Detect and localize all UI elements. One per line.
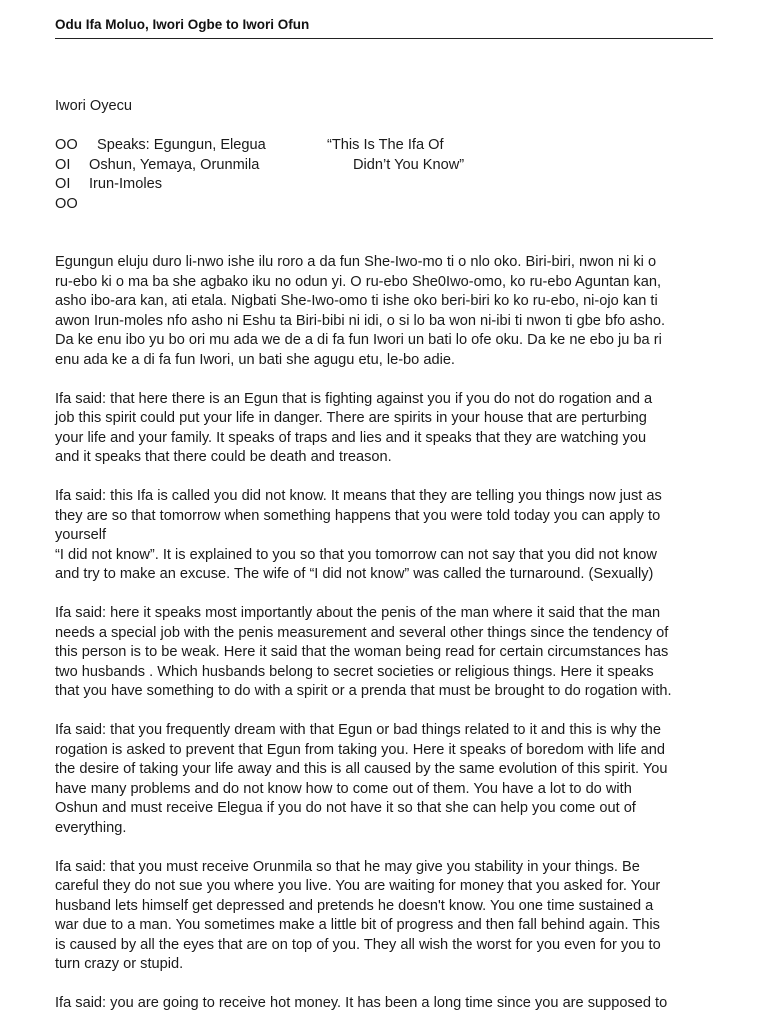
paragraph xyxy=(55,721,715,838)
paragraph-line: your life and your family. It speaks of traps and lies and it speaks that they are watching you xyxy=(55,429,647,446)
paragraph-line: that you have something to do with a spirit or a prenda that must be brought to do rogation with. xyxy=(55,683,672,699)
paragraph-line: husband lets himself get depressed and pretends he doesn't know. You one time sustained a xyxy=(55,897,654,914)
quote-line-2: Didn’t You Know” xyxy=(353,156,465,173)
paragraph-line: Ifa said: that you frequently dream with that Egun or bad things related to it and this is why the xyxy=(55,722,661,738)
paragraph-line: job this spirit could put your life in danger. There are spirits in your house that are perturbing xyxy=(55,410,647,426)
paragraph-line: have many problems and do not know how to come out of them. You have a lot to do with xyxy=(55,780,632,797)
paragraph-line: Oshun and must receive Elegua if you do not have it so that she can help you come out of xyxy=(55,800,636,816)
paragraph xyxy=(55,994,715,1014)
paragraph-line: turn crazy or stupid. xyxy=(55,956,184,972)
paragraph-line: Ifa said: you are going to receive hot money. It has been a long time since you are supposed to xyxy=(55,995,668,1011)
paragraph-line: yourself xyxy=(55,527,107,543)
odu-marks-block xyxy=(55,136,715,253)
quote-line-1: “This Is The Ifa Of xyxy=(327,137,444,153)
mark-text: Irun-Imoles xyxy=(89,176,162,192)
paragraph-line: Ifa said: this Ifa is called you did not know. It means that they are telling you things now just as xyxy=(55,488,662,504)
document-body xyxy=(55,97,715,1033)
paragraph xyxy=(55,390,715,468)
paragraph-line: asho ibo-ara kan, ati etala. Nigbati She-Iwo-omo ti ishe oko beri-biri ko ko ru-ebo, ni-ojo kan ti xyxy=(55,293,658,309)
paragraph-line: Egungun eluju duro li-nwo ishe ilu roro a da fun She-Iwo-mo ti o nlo oko. Biri-biri, nwon ni ki o xyxy=(55,254,657,270)
paragraph-line: “I did not know”. It is explained to you so that you tomorrow can not say that you did not know xyxy=(55,546,657,563)
mark-text: Oshun, Yemaya, Orunmila xyxy=(89,156,260,173)
paragraph-line: enu ada ke a di fa fun Iwori, un bati she agugu etu, le-bo adie. xyxy=(55,351,455,368)
paragraph-line: Ifa said: that you must receive Orunmila so that he may give you stability in your things. Be xyxy=(55,858,640,875)
mark-row xyxy=(55,156,259,176)
mark-row xyxy=(55,136,266,156)
paragraph-line: ru-ebo ki o ma ba she agbako iku no odun yi. O ru-ebo She0Iwo-omo, ko ru-ebo Aguntan kan, xyxy=(55,273,662,290)
paragraph-line: war due to a man. You sometimes make a little bit of progress and then fall behind again. This xyxy=(55,917,660,933)
odu-mark: OI xyxy=(55,176,71,192)
mark-row xyxy=(55,195,89,215)
paragraph-line: this person is to be weak. Here it said that the woman being read for certain circumstances has xyxy=(55,644,669,660)
paragraph-line: awon Irun-moles nfo asho ni Eshu ta Biri-bibi ni idi, o si lo ba won ni-ibi ti nwon ti gbe bfo asho. xyxy=(55,312,666,329)
paragraph-line: is caused by all the eyes that are on top of you. They all wish the worst for you even for you to xyxy=(55,936,661,953)
paragraph-line: everything. xyxy=(55,819,127,836)
paragraph-line: Ifa said: that here there is an Egun that is fighting against you if you do not do rogation and a xyxy=(55,390,653,407)
paragraph-line: Ifa said: here it speaks most importantly about the penis of the man where it said that the man xyxy=(55,605,661,621)
paragraph-line: Da ke enu ibo yu bo ori mu ada we de a di fa fun Iwori un bati lo ofe oku. Da ke ne ebo ju ba ri xyxy=(55,332,662,348)
paragraph xyxy=(55,858,715,975)
mark-text: Speaks: Egungun, Elegua xyxy=(97,137,266,153)
paragraph-line: and try to make an excuse. The wife of “I did not know” was called the turnaround. (Sexually) xyxy=(55,566,654,582)
page-header xyxy=(55,16,713,39)
section-title: Iwori Oyecu xyxy=(55,98,133,114)
paragraph xyxy=(55,253,715,370)
odu-mark: OO xyxy=(55,195,78,212)
paragraph xyxy=(55,487,715,585)
mark-row xyxy=(55,175,162,195)
paragraph-line: and it speaks that there could be death and treason. xyxy=(55,449,392,465)
odu-mark: OO xyxy=(55,137,78,153)
paragraph xyxy=(55,604,715,702)
paragraph-line: the desire of taking your life away and this is all caused by the same evolution of this spirit. You xyxy=(55,761,668,777)
paragraph-line: they are so that tomorrow when something happens that you were told today you can apply to xyxy=(55,507,661,524)
paragraph-line: two husbands . Which husbands belong to secret societies or religious things. Here it speaks xyxy=(55,663,654,680)
paragraph-line: rogation is asked to prevent that Egun from taking you. Here it speaks of boredom with life and xyxy=(55,741,666,758)
odu-mark: OI xyxy=(55,156,71,173)
paragraph-line: needs a special job with the penis measurement and several other things since the tendency of xyxy=(55,624,669,641)
paragraph-line: careful they do not sue you where you live. You are waiting for money that you asked for. Your xyxy=(55,878,661,894)
document-title: Odu Ifa Moluo, Iwori Ogbe to Iwori Ofun xyxy=(55,17,310,32)
